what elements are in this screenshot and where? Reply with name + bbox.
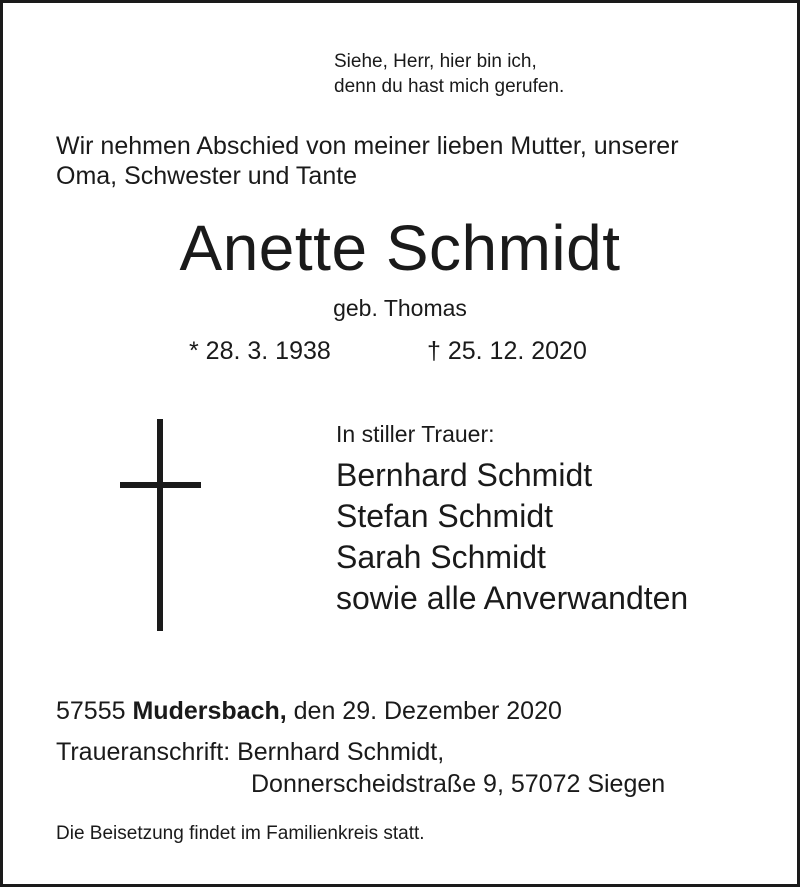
cross-horizontal-beam: [120, 482, 201, 488]
farewell-intro: [56, 131, 679, 191]
postcode: 57555: [56, 697, 126, 725]
birth-name: geb. Thomas: [333, 295, 467, 321]
place-and-date: [56, 696, 562, 726]
intro-line-1: Wir nehmen Abschied von meiner lieben Mutter, unserer: [56, 132, 679, 160]
mourner-name: Stefan Schmidt: [336, 498, 553, 534]
cross-vertical-beam: [157, 419, 163, 631]
mourner-name: Bernhard Schmidt: [336, 457, 593, 493]
bible-verse: [334, 49, 564, 99]
intro-line-2: Oma, Schwester und Tante: [56, 162, 358, 190]
birth-date: * 28. 3. 1938: [189, 337, 331, 365]
mourner-name: Sarah Schmidt: [336, 539, 546, 575]
address-line-2: Donnerscheidstraße 9, 57072 Siegen: [251, 770, 666, 798]
mourner-name: sowie alle Anverwandten: [336, 580, 689, 616]
mourners-list: [336, 455, 688, 619]
notice-date: den 29. Dezember 2020: [293, 697, 562, 725]
death-date: † 25. 12. 2020: [427, 337, 587, 365]
verse-line-1: Siehe, Herr, hier bin ich,: [334, 51, 537, 72]
address-line-1: Bernhard Schmidt,: [237, 738, 445, 766]
mourning-label: In stiller Trauer:: [336, 421, 495, 447]
verse-line-2: denn du hast mich gerufen.: [334, 76, 565, 97]
mourning-address: [56, 737, 444, 767]
address-label: Traueranschrift:: [56, 738, 231, 766]
burial-note: Die Beisetzung findet im Familienkreis statt.: [56, 823, 425, 844]
town: Mudersbach,: [132, 697, 287, 725]
deceased-name: Anette Schmidt: [179, 212, 621, 284]
